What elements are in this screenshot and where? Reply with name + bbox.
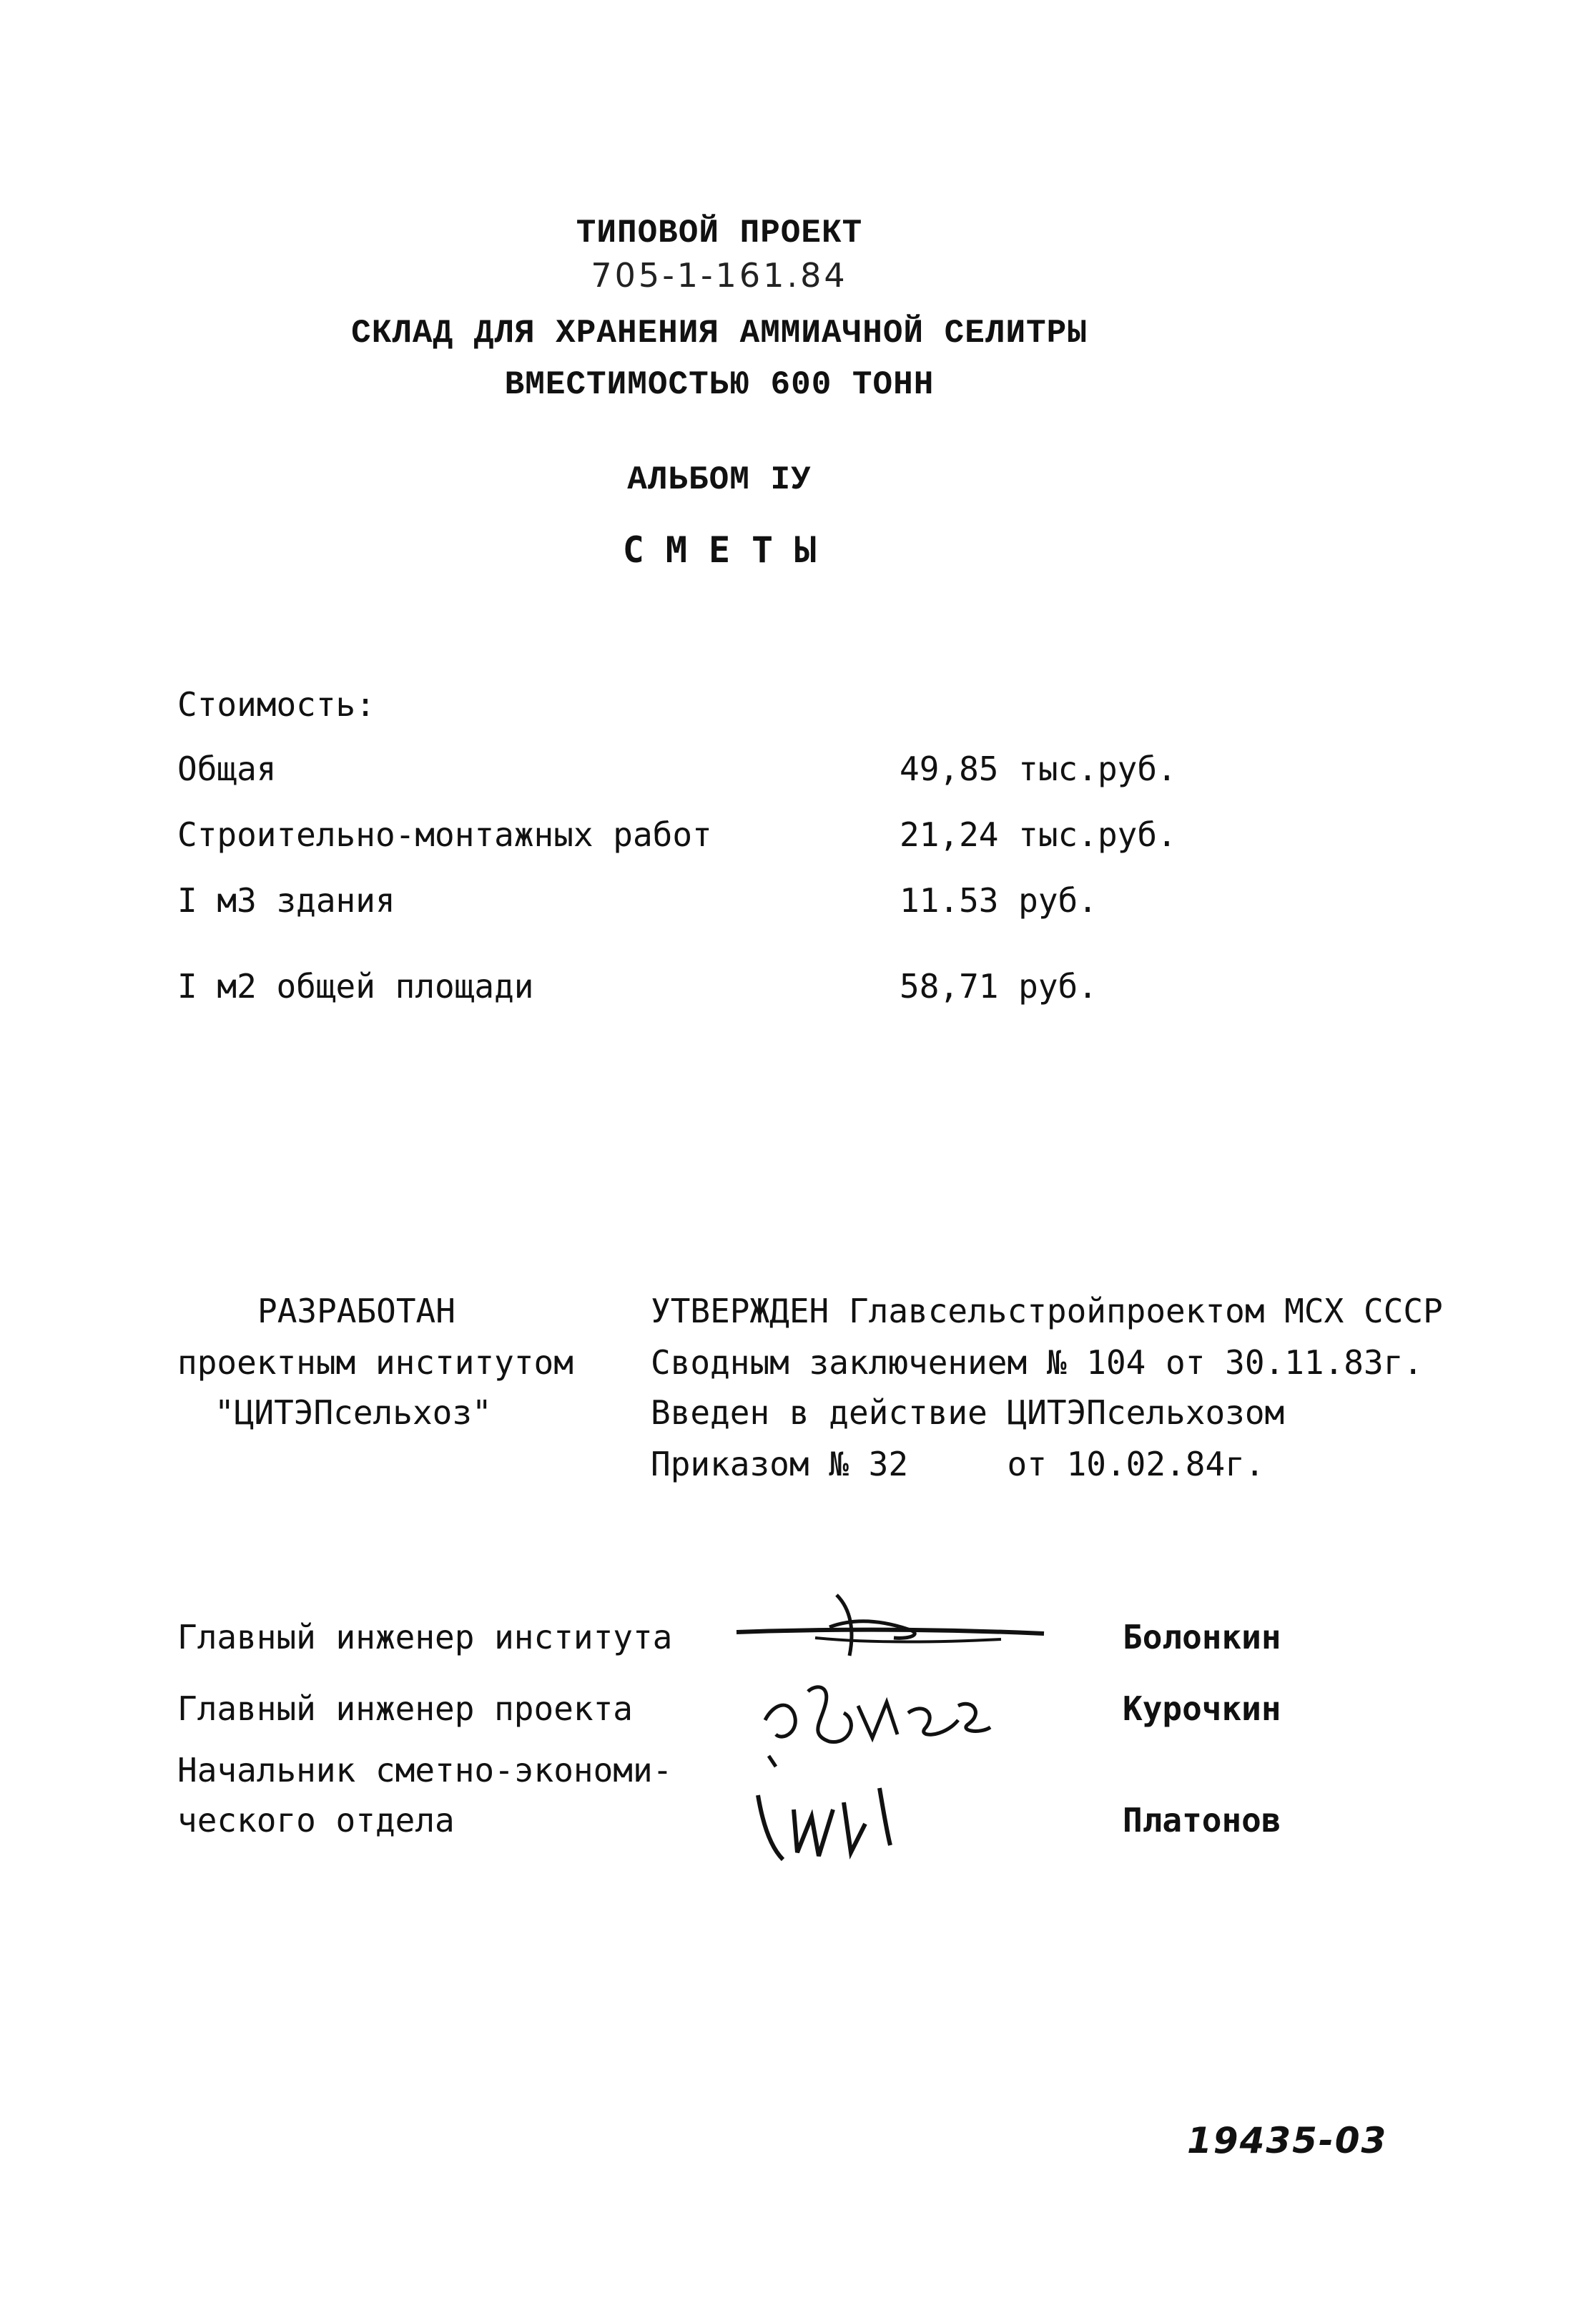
title-line-1: СКЛАД ДЛЯ ХРАНЕНИЯ АММИАЧНОЙ СЕЛИТРЫ — [351, 315, 1088, 352]
cost-value-per-m2: 58,71 руб. — [900, 967, 1098, 1006]
approved-line-2: Сводным заключением № 104 от 30.11.83г. — [651, 1343, 1424, 1382]
developed-institute: проектным институтом — [177, 1343, 573, 1382]
approved-line-4: Приказом № 32 от 10.02.84г. — [651, 1445, 1265, 1483]
signature-name-2: Курочкин — [1123, 1689, 1281, 1728]
developed-label: РАЗРАБОТАН — [257, 1292, 455, 1330]
cost-heading: Стоимость: — [177, 685, 375, 724]
developed-institute-name: "ЦИТЭПсельхоз" — [215, 1393, 492, 1432]
signature-mark-3 — [744, 1767, 930, 1874]
cost-value-construction: 21,24 тыс.руб. — [900, 815, 1177, 854]
signature-role-3-line-1: Начальник сметно-экономи- — [177, 1751, 673, 1789]
project-type: ТИПОВОЙ ПРОЕКТ — [576, 215, 863, 252]
album-label: АЛЬБОМ IУ — [627, 461, 812, 499]
signature-role-1: Главный инженер института — [177, 1618, 673, 1656]
approved-line-3: Введен в действие ЦИТЭПсельхозом — [651, 1393, 1285, 1432]
title-line-2: ВМЕСТИМОСТЬЮ 600 ТОНН — [504, 366, 935, 403]
inventory-number: 19435-03 — [1187, 2120, 1388, 2161]
cost-label-total: Общая — [177, 750, 277, 788]
section-title: СМЕТЫ — [622, 529, 838, 571]
cost-value-total: 49,85 тыс.руб. — [900, 750, 1177, 788]
signature-role-2: Главный инженер проекта — [177, 1689, 633, 1728]
cost-label-per-m3: I м3 здания — [177, 881, 395, 920]
signature-name-1: Болонкин — [1123, 1618, 1281, 1656]
project-number: 705-1-161.84 — [591, 256, 848, 295]
cost-label-per-m2: I м2 общей площади — [177, 967, 534, 1006]
signature-name-3: Платонов — [1123, 1801, 1281, 1840]
cost-label-construction: Строительно-монтажных работ — [177, 815, 712, 854]
approved-line-1: УТВЕРЖДЕН Главсельстройпроектом МСХ СССР — [651, 1292, 1443, 1330]
cost-value-per-m3: 11.53 руб. — [900, 881, 1098, 920]
signature-mark-1 — [729, 1588, 1058, 1666]
signature-role-3-line-2: ческого отдела — [177, 1801, 455, 1840]
signature-mark-2 — [744, 1663, 1015, 1770]
